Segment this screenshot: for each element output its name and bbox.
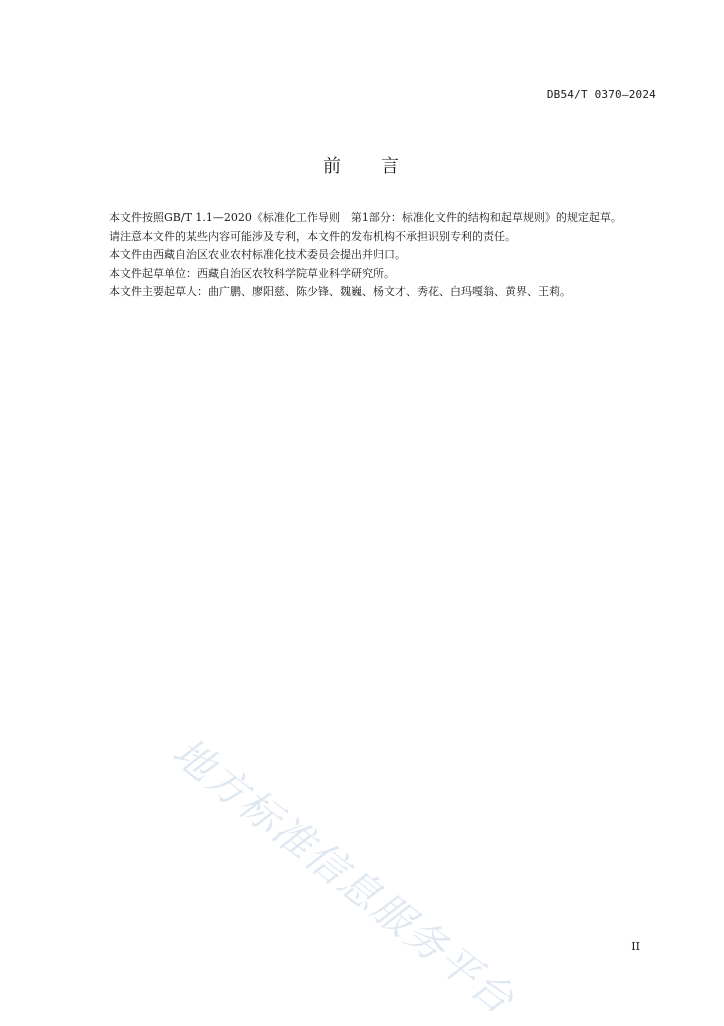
document-code: DB54/T 0370—2024	[546, 88, 656, 101]
page-title	[0, 152, 724, 178]
watermark-text: 地方标准信息服务平台	[163, 729, 523, 1024]
paragraph-drafting-rules: 本文件按照GB/T 1.1—2020《标准化工作导则 第1部分：标准化文件的结构和起草规则》的规定起草。	[109, 211, 622, 224]
page-number: II	[631, 940, 640, 953]
paragraph-drafters: 本文件主要起草人：曲广鹏、廖阳慈、陈少锋、魏巍、杨文才、秀花、白玛嘎翁、黄界、王莉。	[109, 285, 571, 298]
paragraph-patent-notice: 请注意本文件的某些内容可能涉及专利，本文件的发布机构不承担识别专利的责任。	[109, 229, 516, 243]
foreword-body	[87, 210, 657, 303]
paragraph-proposer: 本文件由西藏自治区农业农村标准化技术委员会提出并归口。	[109, 248, 406, 261]
paragraph-drafting-unit: 本文件起草单位：西藏自治区农牧科学院草业科学研究所。	[109, 266, 395, 280]
title-char-1: 前	[323, 156, 343, 177]
title-char-2: 言	[381, 156, 401, 177]
